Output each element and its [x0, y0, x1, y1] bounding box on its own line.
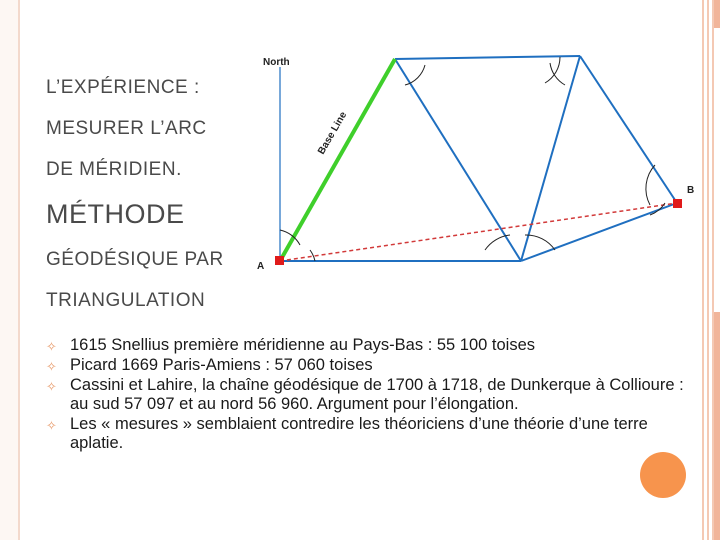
base-line — [280, 59, 395, 261]
title-line-6: TRIANGULATION — [46, 290, 206, 311]
title-line-3: DE MÉRIDIEN. — [46, 159, 182, 180]
bullet-star-icon: ✧ — [46, 418, 57, 433]
title-line-1: L’EXPÉRIENCE : — [46, 77, 200, 98]
point-a-marker-icon — [275, 256, 284, 265]
list-item — [46, 336, 686, 355]
point-b-marker-icon — [673, 199, 682, 208]
dashed-line-a-b — [280, 203, 677, 261]
slide-title — [46, 78, 256, 332]
bullet-text: Cassini et Lahire, la chaîne géodésique de 1700 à 1718, de Dunkerque à Collioure : au sud 57 097 et au nord 56 960. Argument pour l’élongation. — [70, 376, 684, 413]
title-line-5: GÉODÉSIQUE PAR — [46, 249, 224, 270]
bullet-text: 1615 Snellius première méridienne au Pays-Bas : 55 100 toises — [70, 336, 536, 354]
list-item — [46, 415, 686, 453]
bullet-text: Les « mesures » semblaient contredire les théoriciens d’une théorie d’une terre aplatie. — [70, 415, 648, 452]
point-a-label: A — [257, 261, 265, 272]
title-line-4: MÉTHODE — [46, 199, 185, 229]
north-label: North — [263, 57, 290, 68]
title-line-2: MESURER L’ARC — [46, 118, 207, 139]
bullet-star-icon: ✧ — [46, 339, 57, 354]
orange-highlight-circle — [640, 452, 686, 498]
accent-bar-top — [714, 0, 720, 28]
bullet-text: Picard 1669 Paris-Amiens : 57 060 toises — [70, 356, 373, 374]
left-frame-border — [0, 0, 20, 540]
triangulation-diagram — [255, 45, 705, 285]
bullet-star-icon: ✧ — [46, 379, 57, 394]
point-b-label: B — [687, 185, 695, 196]
base-line-label: Base Line — [316, 110, 350, 157]
list-item — [46, 376, 686, 414]
accent-bar-bottom — [714, 312, 720, 540]
bullet-list — [46, 336, 686, 454]
list-item — [46, 356, 686, 375]
bullet-star-icon: ✧ — [46, 359, 57, 374]
